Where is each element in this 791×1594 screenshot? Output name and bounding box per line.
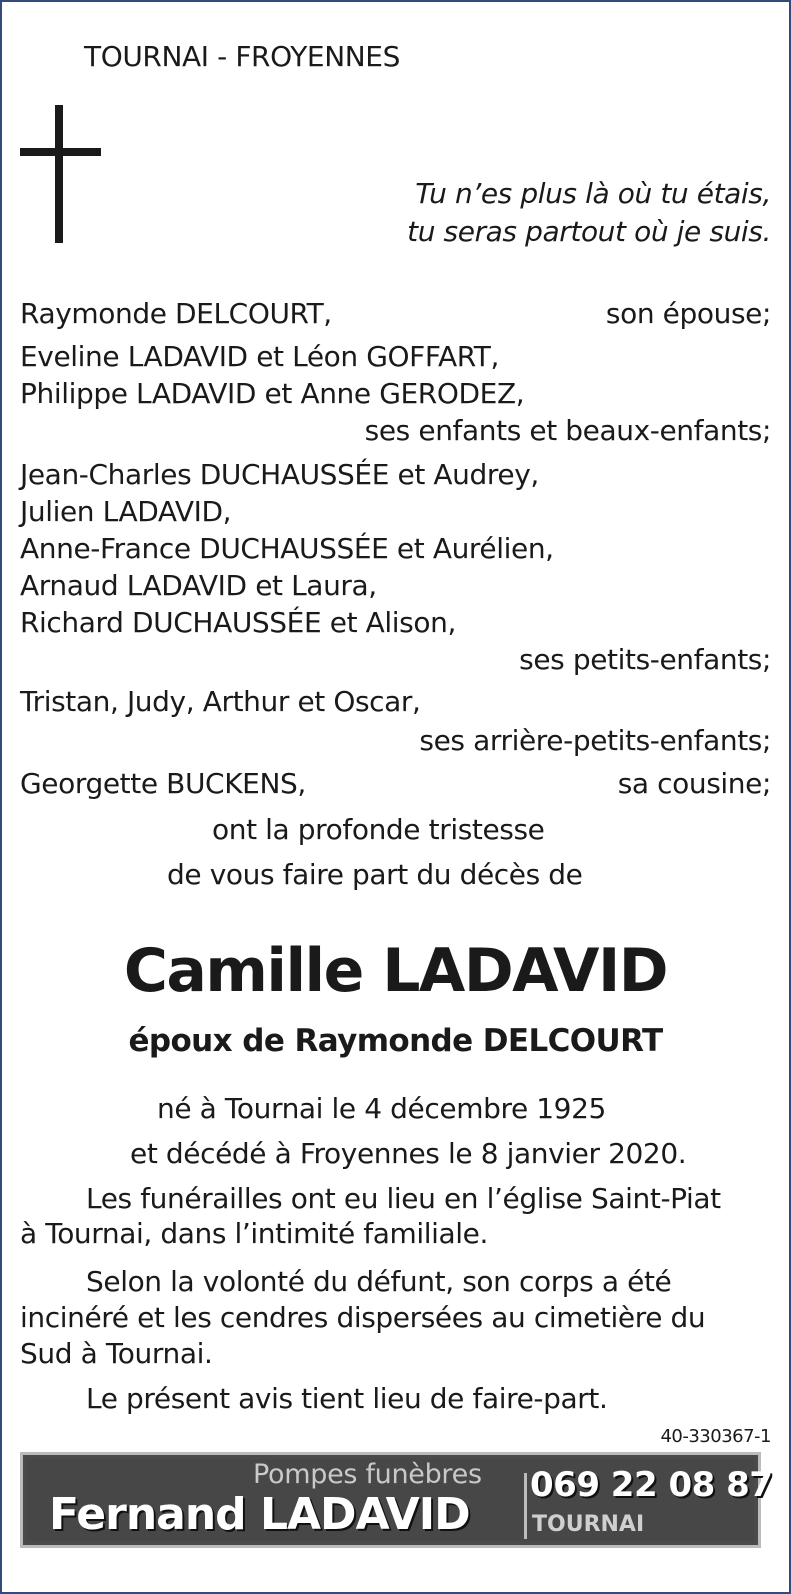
deceased-name: Camille LADAVID — [123, 936, 668, 1006]
funeral-home-city: TOURNAI — [532, 1512, 645, 1537]
notice-line: Le présent avis tient lieu de faire-part. — [86, 1382, 608, 1415]
location-header: TOURNAI - FROYENNES — [84, 40, 400, 73]
wish-line-2: incinéré et les cendres dispersées au cimetière du — [20, 1301, 706, 1334]
great-grandchildren-role: ses arrière-petits-enfants; — [419, 724, 771, 757]
funeral-home-label: Pompes funèbres — [253, 1459, 482, 1490]
quote-line-2: tu seras partout où je suis. — [407, 215, 771, 248]
grandchild-line: Julien LADAVID, — [20, 495, 232, 528]
funeral-home-banner — [20, 1452, 773, 1548]
spouse-role: son épouse; — [605, 297, 771, 330]
wish-line-3: Sud à Tournai. — [20, 1337, 213, 1370]
quote-line-1: Tu n’es plus là où tu étais, — [415, 177, 771, 210]
banner-divider — [524, 1473, 527, 1539]
funeral-home-name: Fernand LADAVID — [49, 1489, 470, 1540]
death-line: et décédé à Froyennes le 8 janvier 2020. — [130, 1137, 687, 1170]
grandchild-line: Jean-Charles DUCHAUSSÉE et Audrey, — [20, 458, 539, 491]
deceased-subtitle: époux de Raymonde DELCOURT — [128, 1023, 663, 1059]
grandchild-line: Richard DUCHAUSSÉE et Alison, — [20, 606, 456, 639]
funeral-home-phone: 069 22 08 87 — [530, 1465, 773, 1505]
great-grandchildren-line: Tristan, Judy, Arthur et Oscar, — [20, 685, 421, 718]
reference-number: 40-330367-1 — [660, 1426, 771, 1447]
grandchild-line: Anne-France DUCHAUSSÉE et Aurélien, — [20, 532, 554, 565]
child-line: Eveline LADAVID et Léon GOFFART, — [20, 340, 499, 373]
funeral-line-2: à Tournai, dans l’intimité familiale. — [20, 1217, 488, 1250]
wish-line-1: Selon la volonté du défunt, son corps a été — [86, 1265, 672, 1298]
children-role: ses enfants et beaux-enfants; — [364, 414, 771, 447]
birth-line: né à Tournai le 4 décembre 1925 — [157, 1092, 606, 1125]
cousin-role: sa cousine; — [617, 767, 771, 800]
cousin-name: Georgette BUCKENS, — [20, 767, 306, 800]
announcement-line-1: ont la profonde tristesse — [212, 813, 545, 846]
spouse-name: Raymonde DELCOURT, — [20, 297, 332, 330]
child-line: Philippe LADAVID et Anne GERODEZ, — [20, 377, 525, 410]
grandchild-line: Arnaud LADAVID et Laura, — [20, 569, 377, 602]
announcement-line-2: de vous faire part du décès de — [167, 858, 583, 891]
grandchildren-role: ses petits-enfants; — [519, 643, 771, 676]
funeral-line-1: Les funérailles ont eu lieu en l’église Saint-Piat — [86, 1182, 721, 1215]
